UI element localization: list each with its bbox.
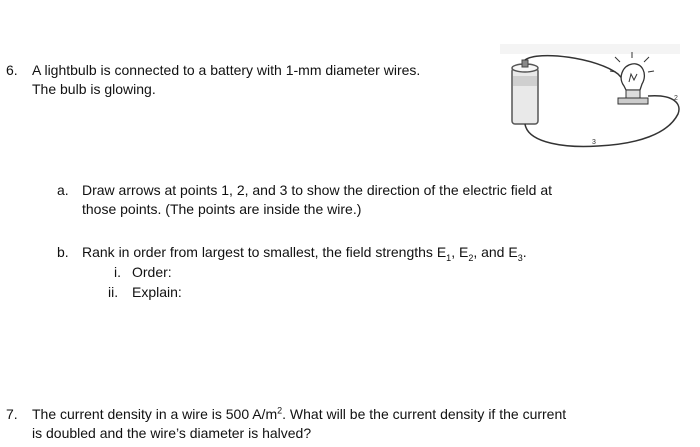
part-a-line-1: Draw arrows at points 1, 2, and 3 to show the direction of the electric field at — [82, 182, 553, 198]
part-b-label: b. — [57, 244, 69, 260]
circuit-figure — [498, 44, 694, 154]
question-6-line-2: The bulb is glowing. — [32, 81, 156, 97]
battery-icon — [512, 60, 538, 124]
part-b-item-i-label: i. — [114, 264, 121, 280]
question-7-line-1: The current density in a wire is 500 $A/m^2$. What will be the current density if the current — [32, 405, 567, 422]
lightbulb-icon — [610, 52, 654, 104]
part-b-item-i-text: Order: — [132, 264, 172, 280]
part-b-item-ii-text: Explain: — [132, 284, 182, 300]
point-3-label: 3 — [592, 139, 596, 146]
question-6-number: 6. — [6, 62, 18, 78]
point-2-label: 2 — [674, 95, 678, 102]
part-b-line: Rank in order from largest to smallest, the field strengths $E_1$, $E_2$, and $E_3$. — [82, 244, 527, 263]
question-7-number: 7. — [6, 406, 18, 422]
bottom-wire — [525, 96, 679, 147]
question-7-line-2: is doubled and the wire’s diameter is halved? — [32, 425, 312, 441]
part-a-line-2: those points. (The points are inside the wire.) — [82, 201, 362, 217]
faded-print-bleed — [500, 44, 680, 54]
part-a-label: a. — [57, 182, 69, 198]
question-6-line-1: A lightbulb is connected to a battery with 1-mm diameter wires. — [32, 62, 421, 78]
part-b-item-ii-label: ii. — [108, 284, 119, 300]
